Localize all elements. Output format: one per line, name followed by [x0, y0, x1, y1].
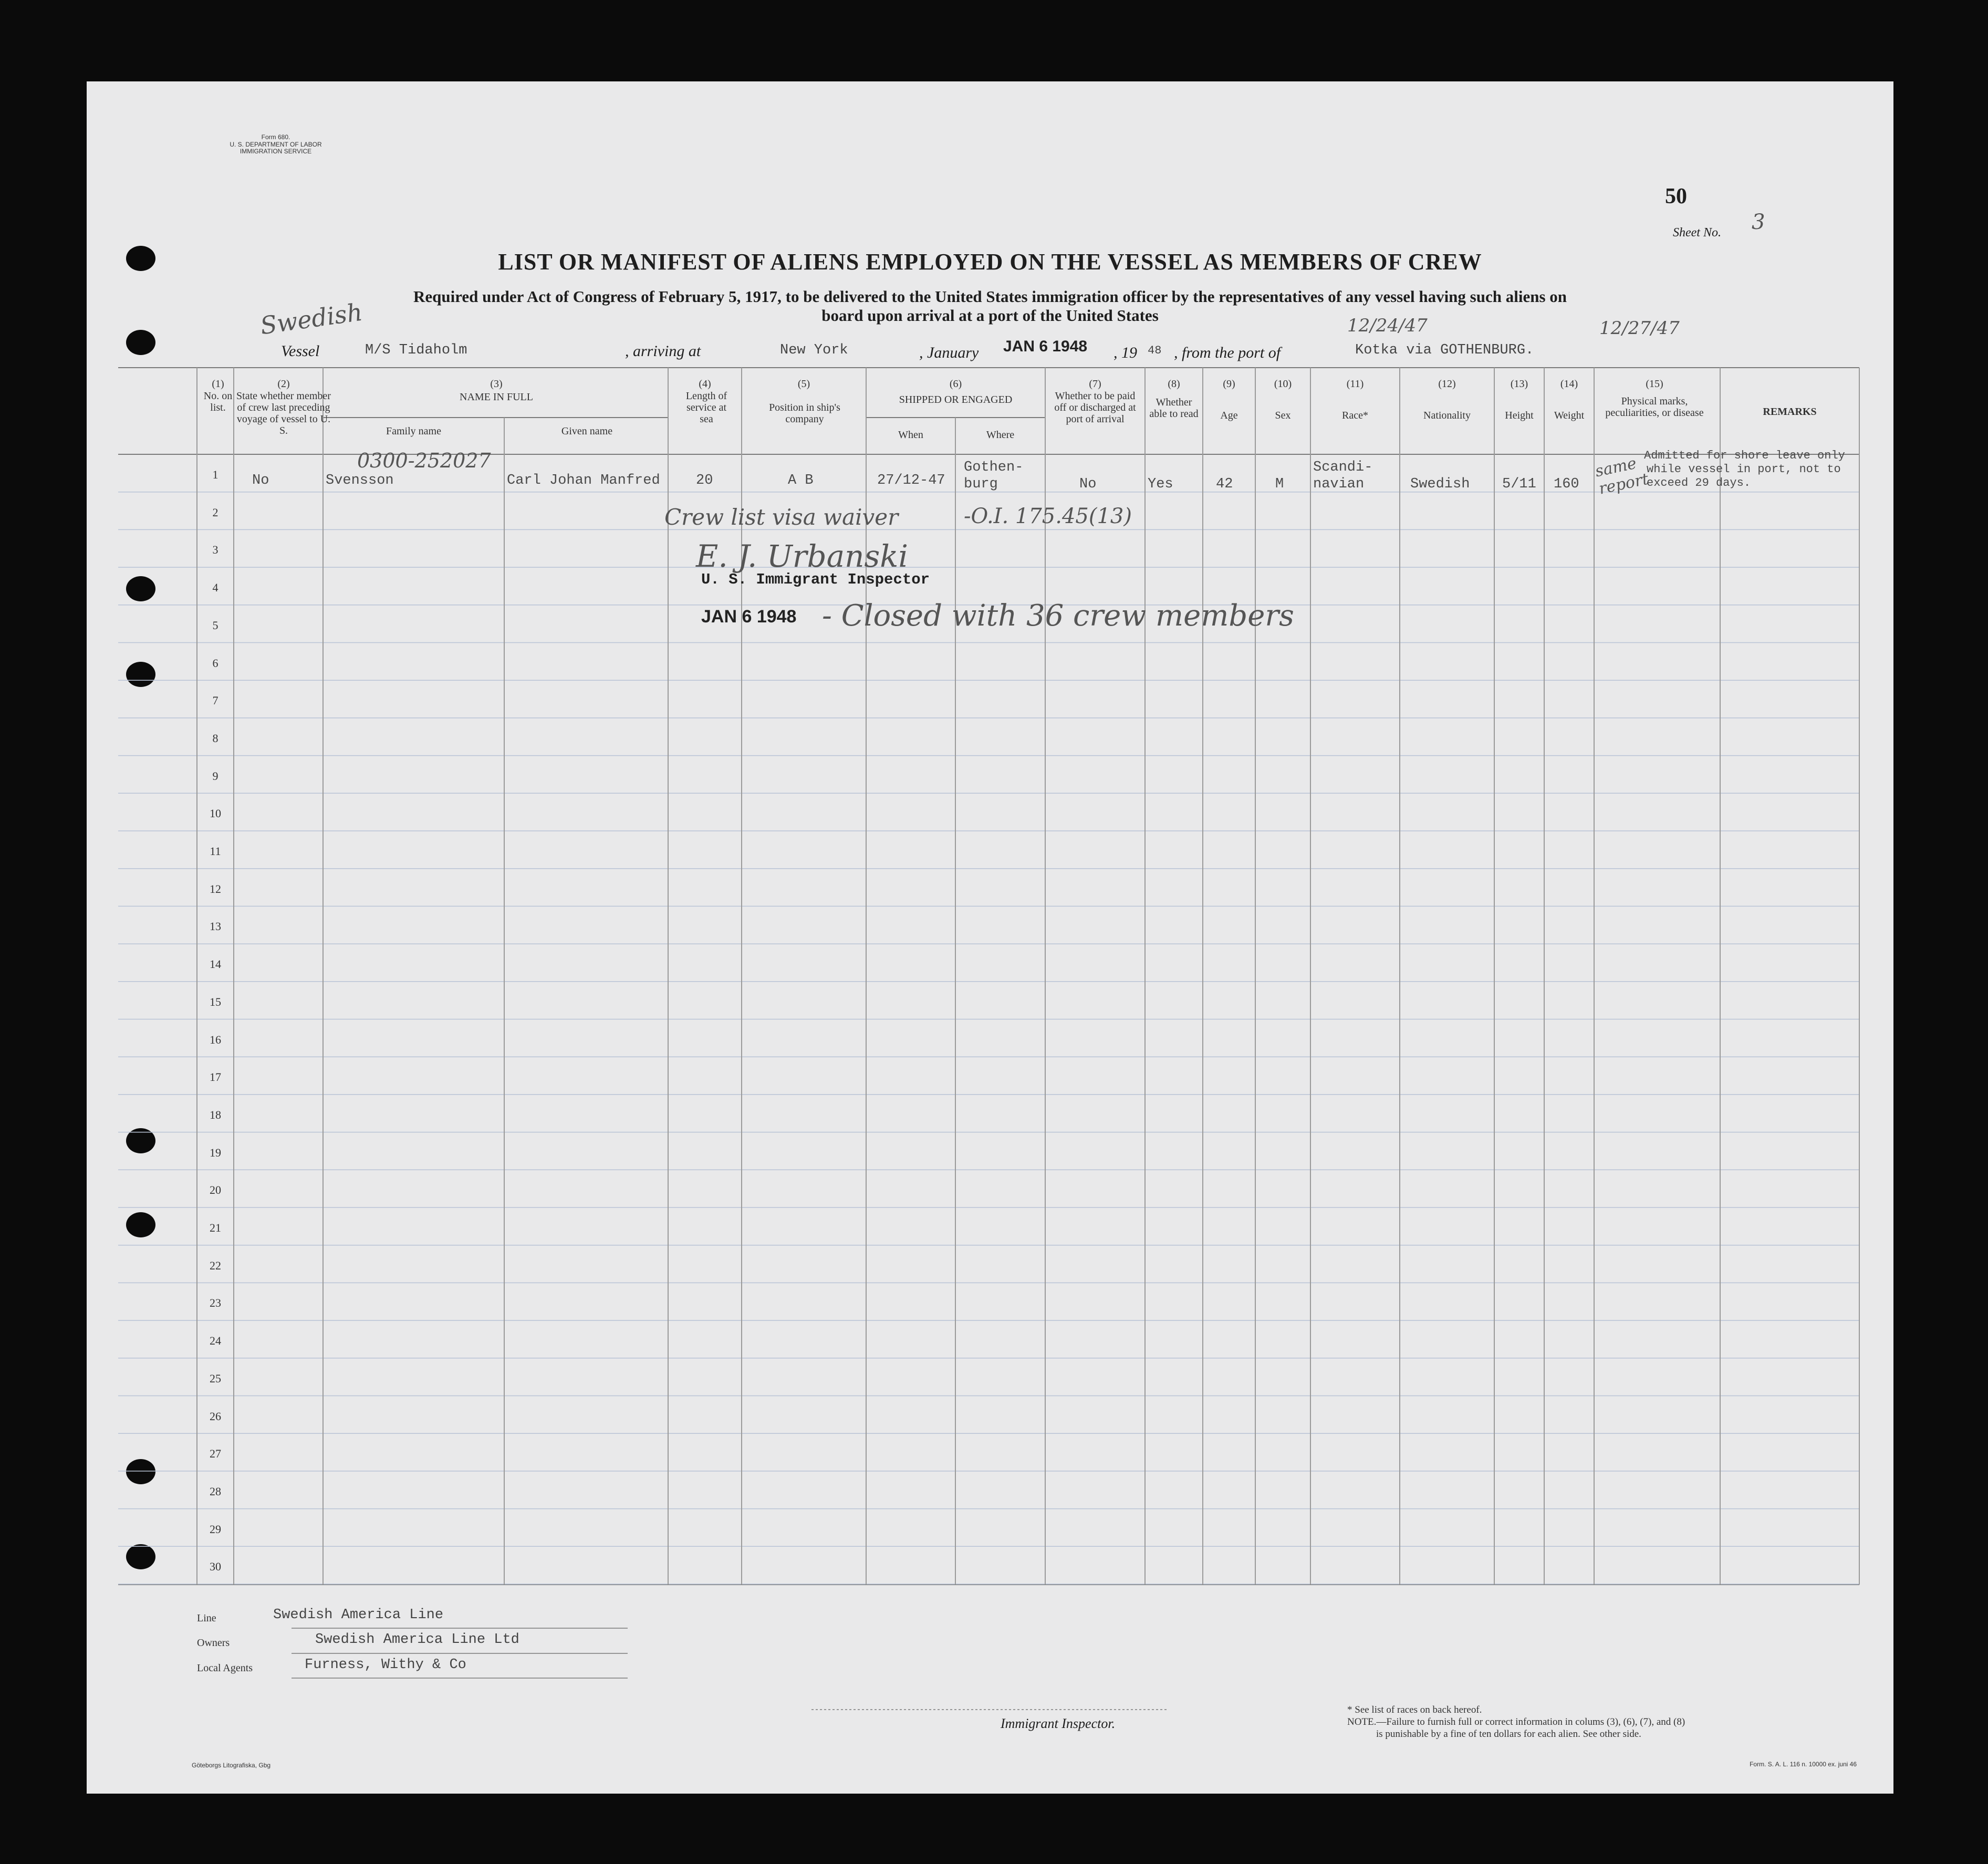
col-header-when: When: [898, 429, 923, 441]
vessel-label: Vessel: [281, 342, 320, 360]
col-header-11-num: (11): [1346, 378, 1364, 390]
col-header-10: Sex: [1275, 410, 1291, 421]
col-header-15-num: (15): [1646, 378, 1663, 390]
col-header-given-name: Given name: [561, 425, 613, 437]
file-number: 0300-252027: [357, 449, 491, 472]
form-code: Form. S. A. L. 116 n. 10000 ex. juni 46: [1750, 1761, 1857, 1768]
row-number: 2: [212, 505, 218, 519]
row-number: 22: [210, 1258, 221, 1272]
row-number: 14: [210, 957, 221, 971]
row-number: 21: [210, 1221, 221, 1234]
year-prefix: , 19: [1113, 344, 1137, 361]
year-suffix: 48: [1148, 344, 1162, 357]
owners-value: Swedish America Line Ltd: [315, 1632, 519, 1648]
row-number: 20: [210, 1183, 221, 1197]
col-header-8-num: (8): [1168, 378, 1180, 390]
arriving-port: New York: [780, 342, 848, 358]
row-number: 8: [212, 731, 218, 745]
col-header-3: NAME IN FULL: [460, 391, 533, 403]
arriving-label: , arriving at: [625, 342, 701, 360]
manifest-grid: [87, 81, 1893, 1794]
col-header-7: Whether to be paid off or discharged at port of arrival: [1054, 390, 1136, 425]
position-cell: A B: [788, 473, 814, 488]
row-number: 24: [210, 1334, 221, 1348]
col-header-12-num: (12): [1438, 378, 1456, 390]
col-header-1-num: (1): [212, 378, 224, 390]
line-value: Swedish America Line: [273, 1607, 444, 1623]
family-name-cell: Svensson: [326, 473, 394, 488]
sheet-label: Sheet No.: [1673, 226, 1721, 239]
line-label: Line: [197, 1612, 216, 1624]
col-header-9: Age: [1220, 410, 1238, 421]
col-header-family-name: Family name: [386, 425, 441, 437]
handwritten-date-1: 12/24/47: [1347, 315, 1428, 336]
col-header-6-num: (6): [949, 378, 962, 390]
age-cell: 42: [1216, 476, 1233, 492]
row-number: 17: [210, 1070, 221, 1084]
remarks-line3: exceed 29 days.: [1647, 476, 1751, 490]
row-number: 27: [210, 1447, 221, 1461]
row-number: 30: [210, 1560, 221, 1574]
manifest-sheet: [87, 81, 1893, 1794]
row-number: 1: [212, 468, 218, 481]
read-cell: Yes: [1148, 476, 1173, 492]
handwritten-date-2: 12/27/47: [1599, 318, 1680, 339]
col-header-13-num: (13): [1510, 378, 1528, 390]
row-number: 12: [210, 882, 221, 895]
remarks-line2: while vessel in port, not to: [1647, 463, 1841, 476]
row-number: 25: [210, 1371, 221, 1385]
owners-label: Owners: [197, 1637, 230, 1649]
visa-waiver-reference: -O.I. 175.45(13): [964, 504, 1132, 528]
races-note: * See list of races on back hereof.: [1347, 1704, 1482, 1715]
col-header-remarks: REMARKS: [1763, 406, 1817, 418]
vessel-name: M/S Tidaholm: [365, 342, 467, 358]
col-header-5-num: (5): [797, 378, 810, 390]
department-name: U. S. DEPARTMENT OF LABOR: [230, 141, 322, 148]
given-name-cell: Carl Johan Manfred: [507, 473, 660, 488]
inspector-title: U. S. Immigrant Inspector: [701, 571, 930, 588]
col-header-8: Whether able to read: [1149, 397, 1199, 420]
agents-value: Furness, Withy & Co: [305, 1657, 466, 1673]
col-header-11: Race*: [1342, 410, 1368, 421]
inspector-caption: Immigrant Inspector.: [1001, 1716, 1116, 1731]
page-number: 50: [1665, 184, 1687, 209]
nationality-cell: Swedish: [1410, 476, 1470, 492]
marks-cell: same report: [1593, 454, 1650, 498]
row-number: 11: [210, 845, 221, 858]
col-header-1: No. on list.: [203, 390, 233, 413]
col-header-4: Length of service at sea: [685, 390, 727, 425]
row-number: 28: [210, 1484, 221, 1498]
paid-off-cell: No: [1079, 476, 1097, 492]
penalty-note-1: NOTE.—Failure to furnish full or correct information in colums (3), (6), (7), and (8): [1347, 1716, 1685, 1727]
col-header-where: Where: [986, 429, 1015, 441]
row-number: 5: [212, 618, 218, 632]
when-cell: 27/12-47: [877, 473, 945, 488]
col-header-14: Weight: [1554, 410, 1585, 421]
col-header-15: Physical marks, peculiarities, or disease: [1605, 395, 1704, 419]
row-number: 26: [210, 1409, 221, 1423]
from-port-label: , from the port of: [1174, 344, 1281, 361]
row-number: 4: [212, 581, 218, 595]
col-header-7-num: (7): [1089, 378, 1101, 390]
handwritten-nationality: Swedish: [258, 297, 365, 340]
inspector-signature: E. J. Urbanski: [696, 538, 908, 574]
arrival-month: , January: [919, 344, 979, 361]
row-number: 3: [212, 543, 218, 557]
col-header-9-num: (9): [1223, 378, 1235, 390]
row-number: 10: [210, 807, 221, 820]
penalty-note-2: is punishable by a fine of ten dollars for each alien. See other side.: [1376, 1728, 1641, 1740]
row-number: 9: [212, 769, 218, 783]
row-number: 29: [210, 1522, 221, 1536]
col-header-4-num: (4): [699, 378, 711, 390]
row-number: 16: [210, 1033, 221, 1046]
printer-mark: Göteborgs Litografiska, Gbg: [192, 1762, 271, 1769]
sheet-number: 3: [1752, 210, 1765, 234]
col-header-5: Position in ship's company: [769, 402, 840, 425]
col-header-14-num: (14): [1560, 378, 1578, 390]
col-header-10-num: (10): [1274, 378, 1292, 390]
row-number: 6: [212, 656, 218, 670]
col-header-2-num: (2): [277, 378, 290, 390]
visa-waiver-note: Crew list visa waiver: [664, 504, 899, 530]
where-cell-line2: burg: [964, 476, 998, 492]
where-cell-line1: Gothen-: [964, 460, 1024, 475]
row-number: 7: [212, 694, 218, 707]
race-cell-line1: Scandi-: [1313, 460, 1373, 475]
sex-cell: M: [1275, 476, 1284, 492]
from-port: Kotka via GOTHENBURG.: [1355, 342, 1534, 358]
row-number: 13: [210, 920, 221, 933]
form-number: Form 680.: [261, 133, 290, 141]
agents-label: Local Agents: [197, 1662, 253, 1674]
service-name: IMMIGRATION SERVICE: [240, 148, 312, 155]
remarks-line1: Admitted for shore leave only: [1644, 449, 1845, 462]
subtitle-line-2: board upon arrival at a port of the United States: [821, 306, 1159, 325]
closing-date-stamp: JAN 6 1948: [701, 607, 797, 627]
row-number: 18: [210, 1108, 221, 1121]
col-header-3-num: (3): [490, 378, 503, 390]
row-number: 23: [210, 1296, 221, 1310]
row-number: 15: [210, 995, 221, 1008]
subtitle-line-1: Required under Act of Congress of February 5, 1917, to be delivered to the United States immigration officer by the representatives of any vessel having such aliens on: [413, 287, 1567, 306]
height-cell: 5/11: [1502, 476, 1536, 492]
race-cell-line2: navian: [1313, 476, 1365, 492]
col-header-12: Nationality: [1423, 410, 1471, 421]
prev-voyage-cell: No: [252, 473, 269, 488]
closed-note: - Closed with 36 crew members: [822, 599, 1294, 633]
weight-cell: 160: [1554, 476, 1579, 492]
page-title: LIST OR MANIFEST OF ALIENS EMPLOYED ON THE VESSEL AS MEMBERS OF CREW: [498, 249, 1482, 275]
arrival-date-stamp: JAN 6 1948: [1003, 338, 1088, 355]
row-number: 19: [210, 1146, 221, 1159]
col-header-2: State whether member of crew last preceding voyage of vessel to U. S.: [236, 390, 331, 436]
col-header-13: Height: [1505, 410, 1534, 421]
col-header-6: SHIPPED OR ENGAGED: [899, 394, 1013, 405]
service-cell: 20: [696, 473, 713, 488]
